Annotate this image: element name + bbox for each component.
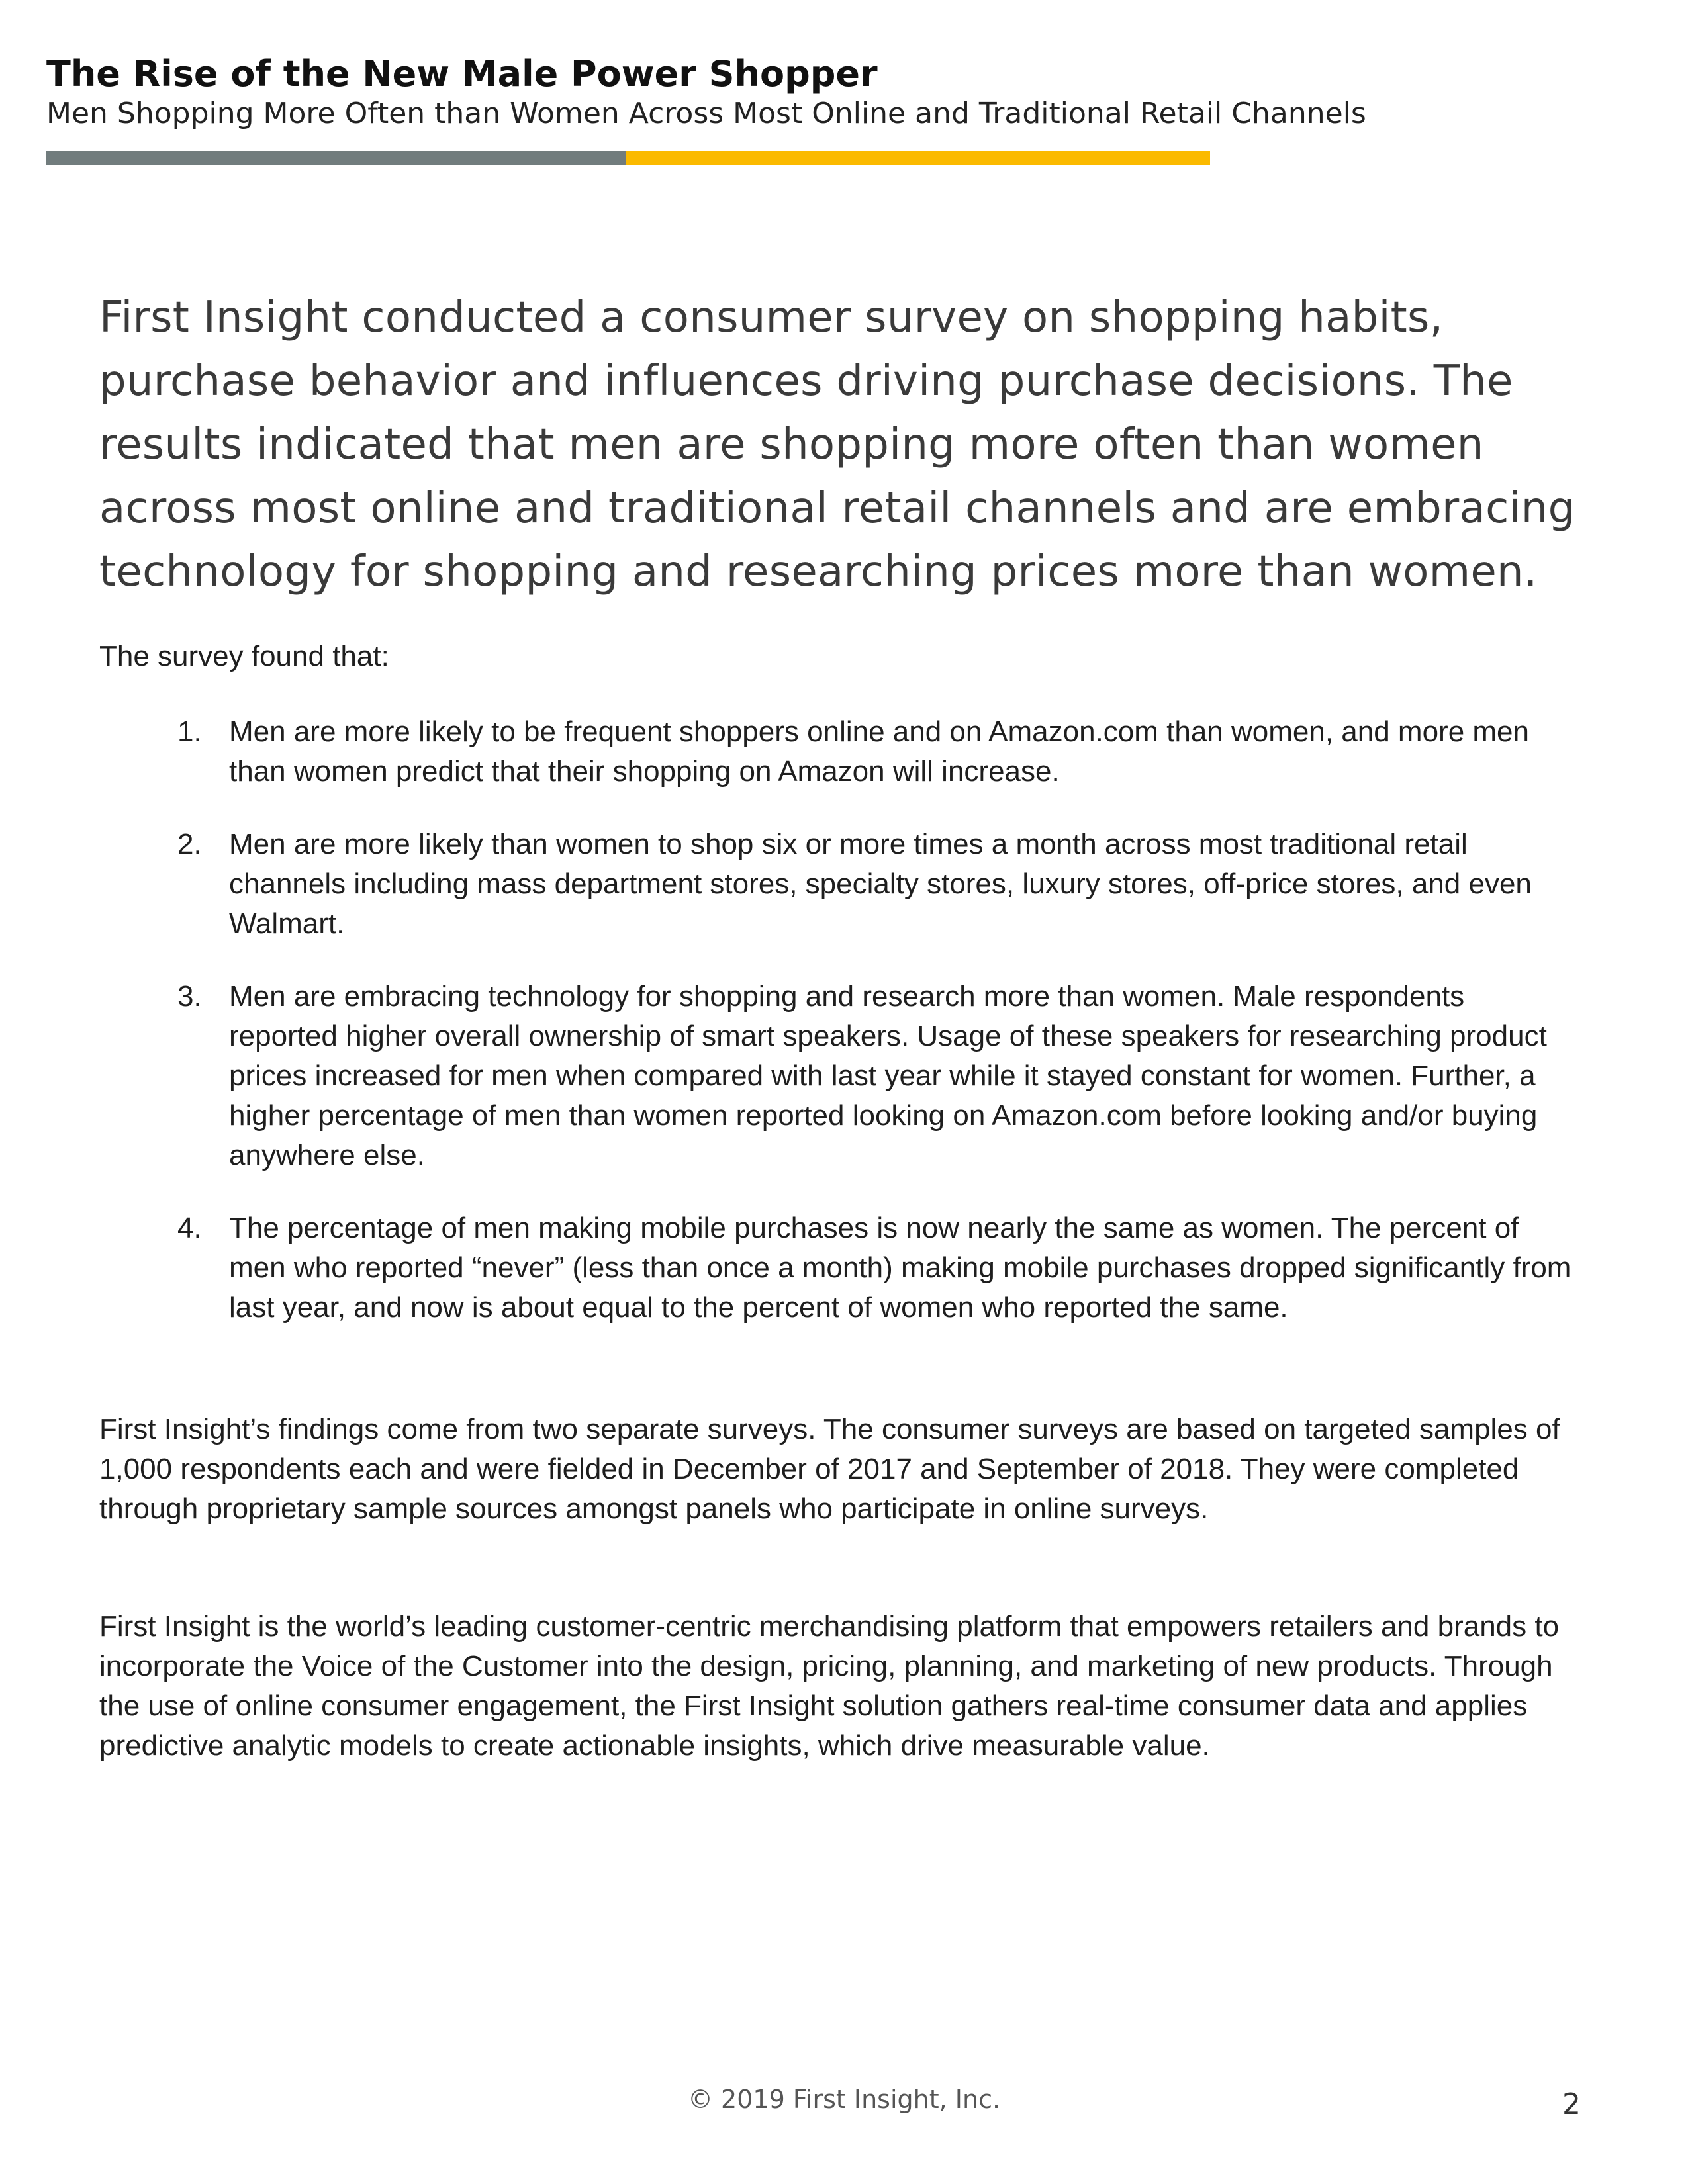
finding-item xyxy=(177,977,1574,1175)
document-title: The Rise of the New Male Power Shopper xyxy=(46,53,878,95)
findings-list xyxy=(177,712,1574,1361)
page-header xyxy=(46,53,1569,132)
page-number: 2 xyxy=(1562,2087,1581,2121)
document-subtitle: Men Shopping More Often than Women Across Most Online and Traditional Retail Channels xyxy=(46,97,1366,130)
finding-item xyxy=(177,1208,1574,1328)
finding-item xyxy=(177,712,1574,792)
header-divider-bar xyxy=(46,151,1210,165)
company-description-paragraph: First Insight is the world’s leading customer-centric merchandising platform that empowers retailers and brands to incorporate the Voice of the Customer into the design, pricing, planning, and marketing of new products. Through the use of online consumer engagement, the First Insight solution gathers real-time consumer data and applies predictive analytic models to create actionable insights, which drive measurable value. xyxy=(99,1610,1560,1762)
intro-paragraph: First Insight conducted a consumer survey on shopping habits, purchase behavior and influences driving purchase decisions. The results indicated that men are shopping more often than women across most online and traditional retail channels and are embracing technology for shopping and researching prices more than women. xyxy=(99,293,1575,596)
finding-text: Men are more likely to be frequent shoppers online and on Amazon.com than women, and more men than women predict that their shopping on Amazon will increase. xyxy=(229,715,1529,788)
header-bar-gold-segment xyxy=(626,151,1210,165)
finding-item xyxy=(177,825,1574,944)
finding-number: 3. xyxy=(177,980,202,1013)
findings-lead: The survey found that: xyxy=(99,640,389,672)
finding-number: 1. xyxy=(177,715,202,748)
header-bar-gray-segment xyxy=(46,151,626,165)
finding-text: Men are more likely than women to shop six or more times a month across most traditional retail channels including mass department stores, specialty stores, luxury stores, off-price stores, and even Walmart. xyxy=(229,828,1532,940)
methodology-paragraph: First Insight’s findings come from two separate surveys. The consumer surveys are based on targeted samples of 1,000 respondents each and were fielded in December of 2017 and September of 2018. They were completed through proprietary sample sources amongst panels who participate in online surveys. xyxy=(99,1413,1560,1525)
footer-copyright: © 2019 First Insight, Inc. xyxy=(687,2085,1001,2114)
finding-text: The percentage of men making mobile purchases is now nearly the same as women. The percent of men who reported “never” (less than once a month) making mobile purchases dropped significantly from last year, and now is about equal to the percent of women who reported the same. xyxy=(229,1212,1571,1324)
finding-number: 2. xyxy=(177,828,202,860)
finding-text: Men are embracing technology for shopping and research more than women. Male respondents reported higher overall ownership of smart speakers. Usage of these speakers for researching product prices increased for men when compared with last year while it stayed constant for women. Further, a higher percentage of men than women reported looking on Amazon.com before looking and/or buying anywhere else. xyxy=(229,980,1547,1171)
finding-number: 4. xyxy=(177,1212,202,1244)
